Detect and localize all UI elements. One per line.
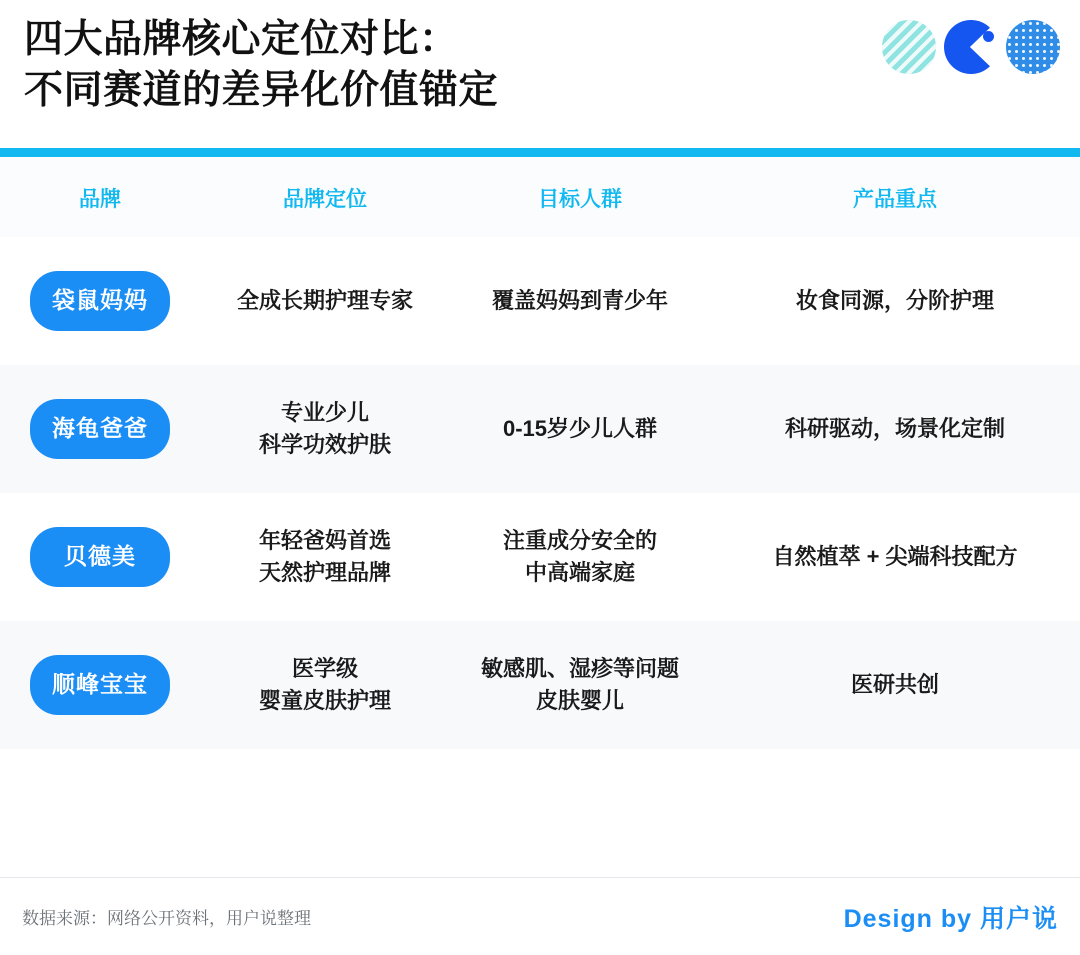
position-line: 婴童皮肤护理 [258,688,391,713]
table-row [0,365,1080,493]
brand-cell [0,493,200,621]
pacman-circle-icon [944,20,998,74]
table-body [0,237,1080,749]
position-cell [200,237,450,365]
table-row [0,621,1080,749]
brand-cell [0,237,200,365]
column-header-audience: 目标人群 [450,157,710,237]
brand-cell [0,365,200,493]
brand-badge: 贝德美 [30,527,170,586]
position-cell [200,621,450,749]
product-cell [710,365,1080,493]
product-line: 医研共创 [850,672,939,698]
product-line: 妆食同源，分阶护理 [795,288,994,314]
position-line: 专业少儿 [280,400,369,426]
footer [0,877,1080,955]
column-header-brand: 品牌 [0,157,200,237]
table-row [0,493,1080,621]
position-line: 医学级 [291,656,358,682]
position-line: 天然护理品牌 [258,560,391,585]
audience-cell [450,621,710,749]
header [0,0,1080,148]
audience-line: 注重成分安全的 [502,528,657,554]
product-cell [710,621,1080,749]
brand-badge: 袋鼠妈妈 [30,271,170,330]
brand-cell [0,621,200,749]
audience-cell [450,493,710,621]
audience-line: 皮肤婴儿 [535,688,624,713]
design-credit: Design by 用户说 [843,904,1058,933]
page-title-line-2: 不同赛道的差异化价值锚定 [24,69,499,113]
position-cell [200,493,450,621]
table-header-row [0,157,1080,237]
page-title-line-1: 四大品牌核心定位对比： [24,18,459,61]
column-header-product: 产品重点 [710,157,1080,237]
audience-line: 中高端家庭 [524,560,635,585]
audience-line: 敏感肌、湿疹等问题 [480,656,679,682]
pacman-dot [983,31,994,42]
product-cell [710,493,1080,621]
brand-logo [882,20,1060,74]
striped-circle-icon [882,20,936,74]
brand-badge: 海龟爸爸 [30,399,170,458]
column-header-position: 品牌定位 [200,157,450,237]
table-header [0,157,1080,237]
data-source-note: 数据来源：网络公开资料，用户说整理 [22,909,311,928]
position-cell [200,365,450,493]
product-line: 科研驱动，场景化定制 [784,416,1005,442]
table-row [0,237,1080,365]
audience-cell [450,365,710,493]
comparison-table [0,157,1080,749]
position-line: 年轻爸妈首选 [258,528,391,554]
audience-line: 0-15岁少儿人群 [502,416,658,442]
pacman-shape [944,20,998,74]
product-line: 自然植萃 + 尖端科技配方 [772,544,1018,570]
accent-divider [0,148,1080,157]
position-line: 科学功效护肤 [258,432,391,457]
audience-cell [450,237,710,365]
audience-line: 覆盖妈妈到青少年 [491,288,668,314]
brand-badge: 顺峰宝宝 [30,655,170,714]
product-cell [710,237,1080,365]
dotted-circle-icon [1006,20,1060,74]
position-line: 全成长期护理专家 [236,288,413,314]
